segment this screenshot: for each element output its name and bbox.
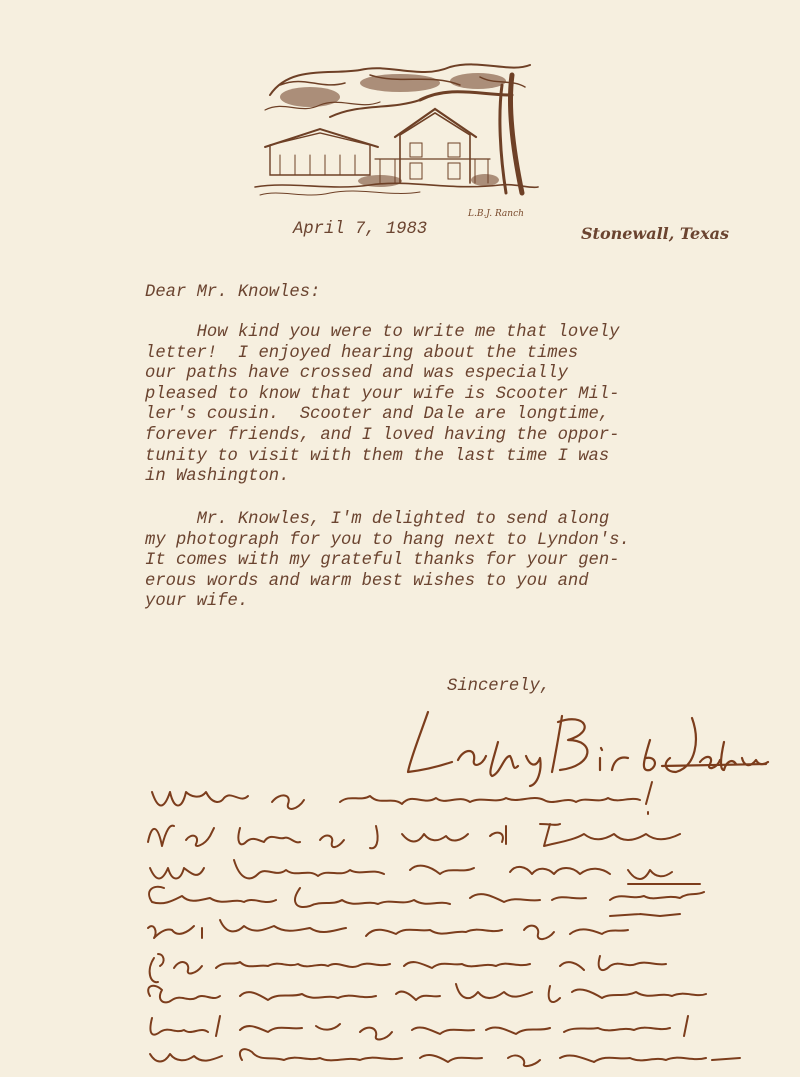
ranch-caption: L.B.J. Ranch <box>468 209 524 219</box>
body-paragraph-1: How kind you were to write me that lovely letter! I enjoyed hearing about the times our paths have crossed and was especially pleased to know that your wife is Scooter Mil- ler's cousin. Scooter and Dale are longtime, forever friends, and I loved having the oppor- tunity to visit with them the last time I was in Washington. <box>145 323 620 487</box>
handwritten-postscript <box>140 770 800 1070</box>
letterhead-place: Stonewall, Texas <box>581 224 730 243</box>
closing: Sincerely, <box>447 677 551 696</box>
body-paragraph-2: Mr. Knowles, I'm delighted to send along my photograph for you to hang next to Lyndon's. It comes with my grateful thanks for your gen- erous words and warm best wishes to you and your wife. <box>145 510 630 612</box>
letter-date: April 7, 1983 <box>293 220 428 239</box>
ranch-vignette-illustration <box>250 55 540 203</box>
salutation: Dear Mr. Knowles: <box>145 283 321 302</box>
